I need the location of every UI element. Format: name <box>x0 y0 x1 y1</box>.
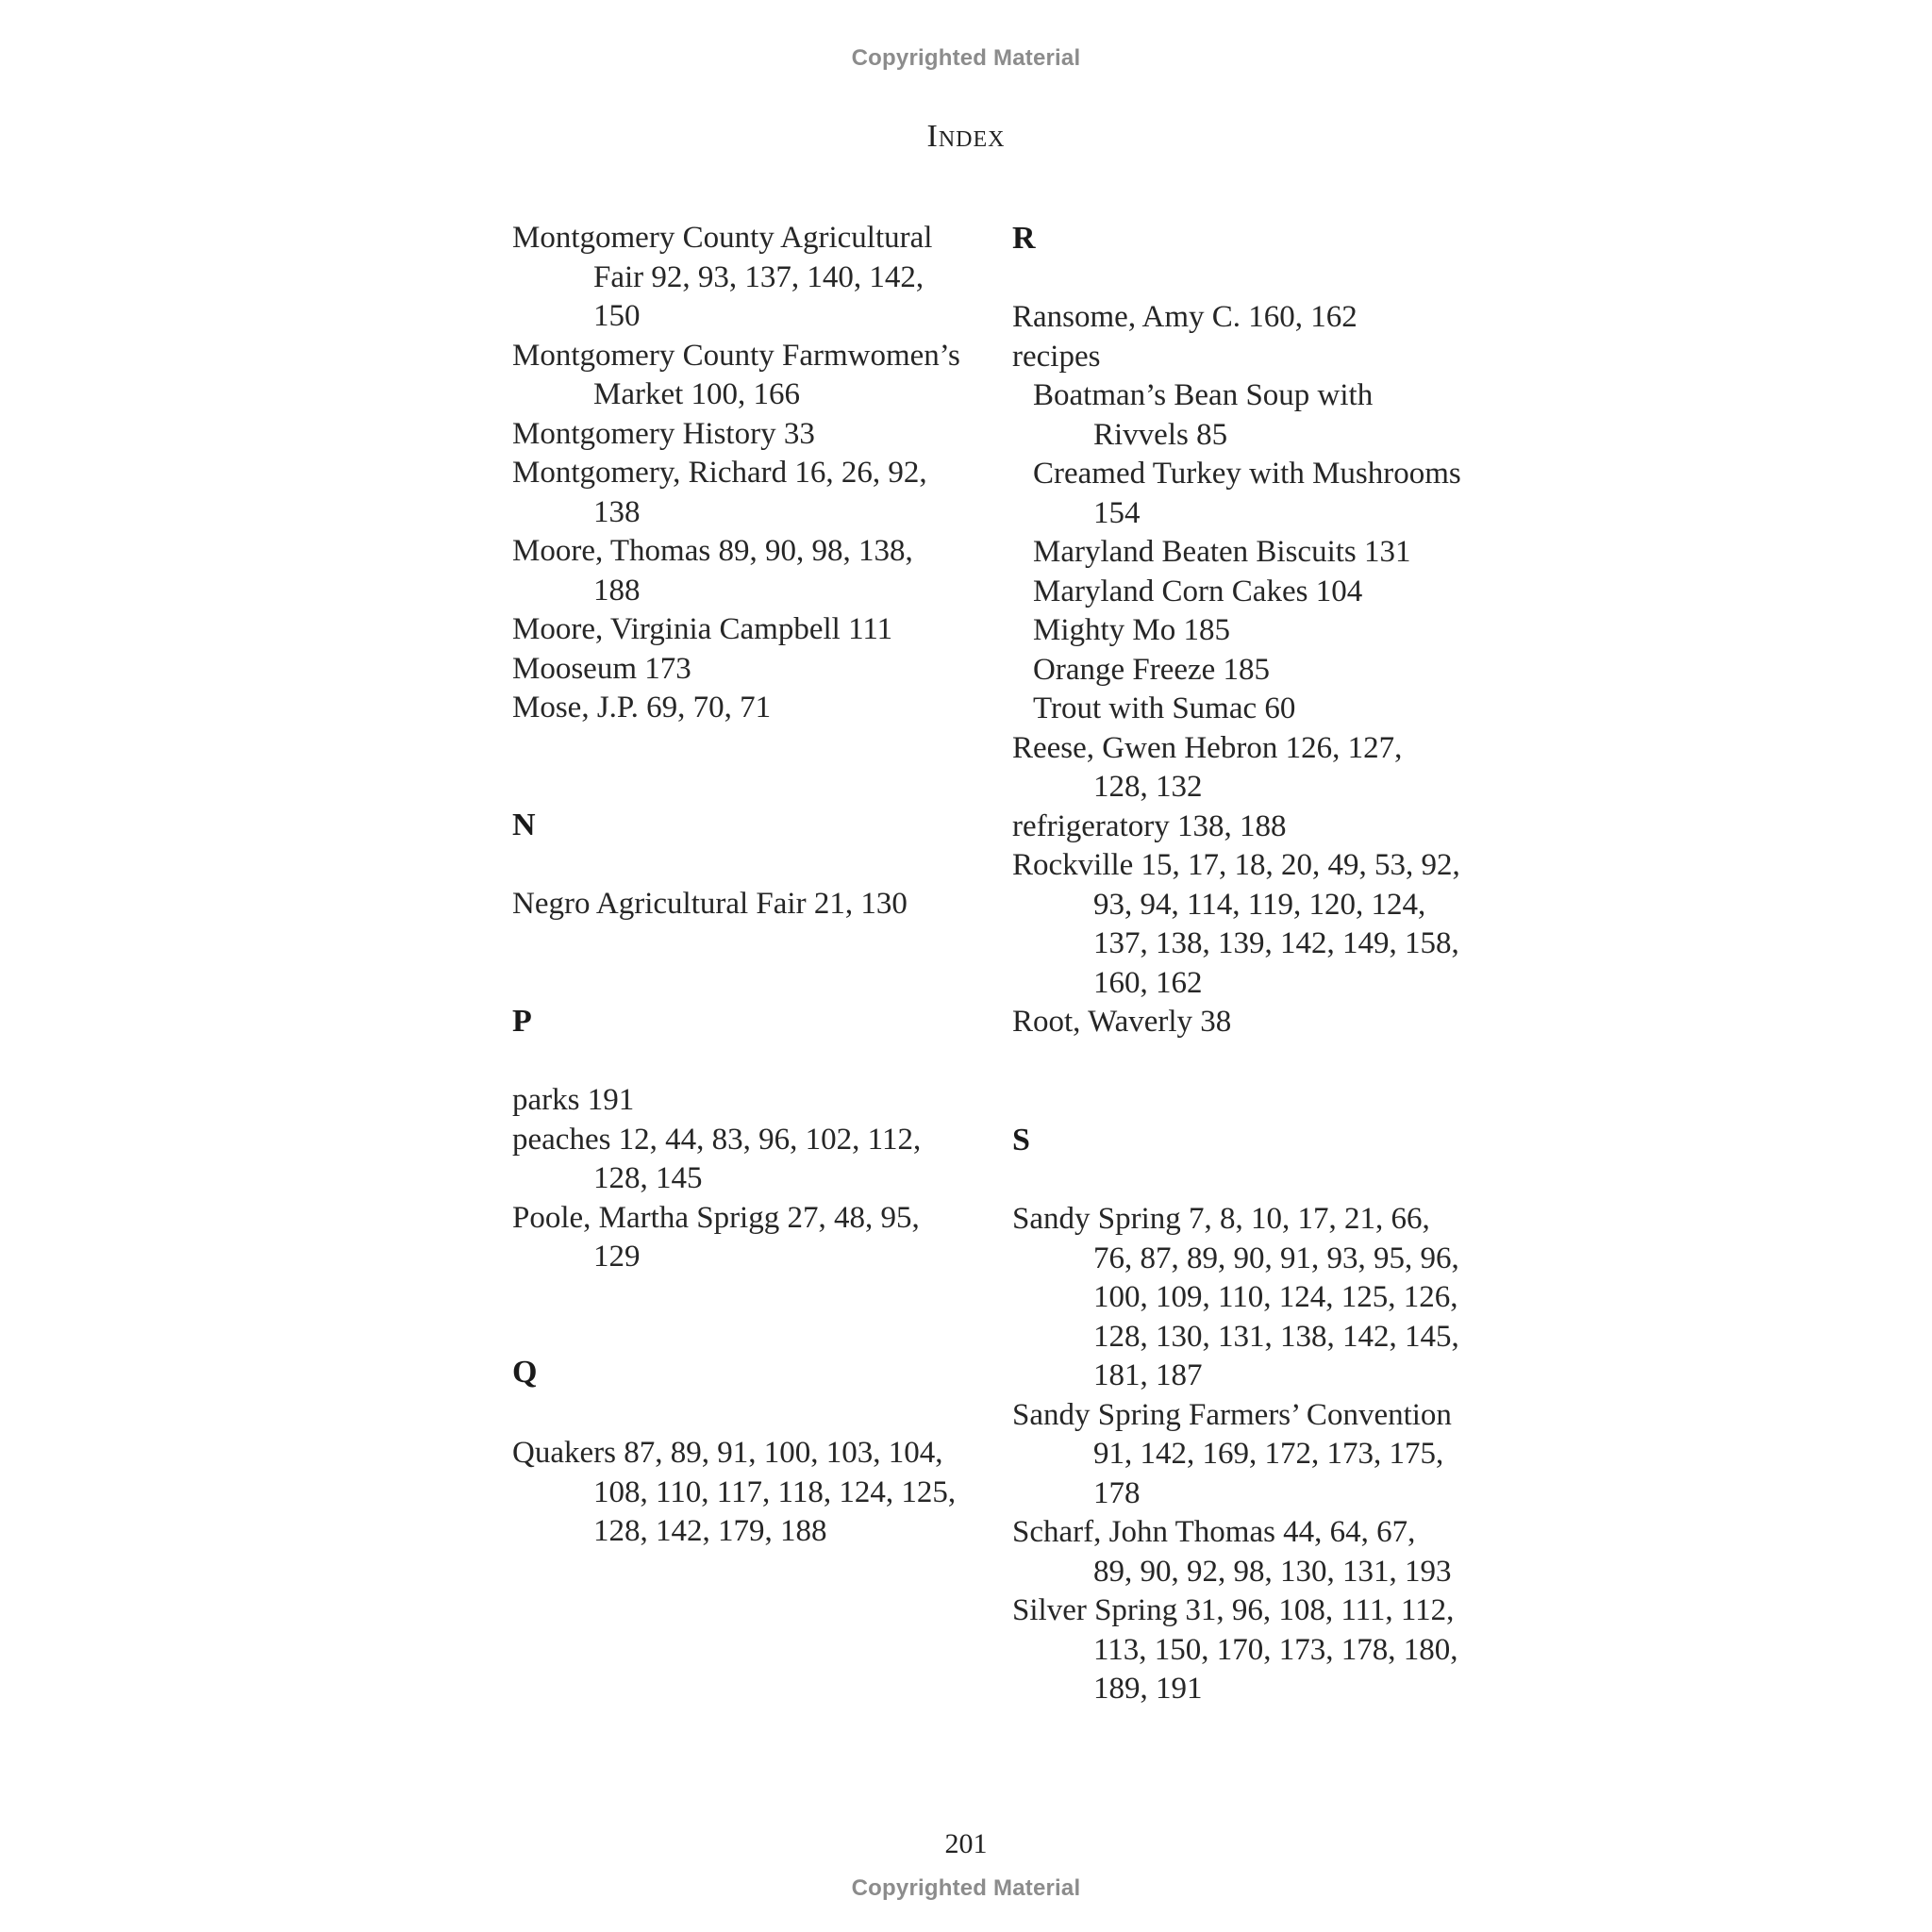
index-entry-text: recipes <box>1012 339 1101 374</box>
index-entry-text: Root, Waverly 38 <box>1012 1005 1232 1039</box>
index-entry <box>512 219 932 337</box>
index-entry-continuation: 128, 130, 131, 138, 142, 145, <box>1093 1319 1459 1354</box>
page-title: Index <box>926 119 1006 154</box>
index-entry-text: Creamed Turkey with Mushrooms <box>1033 457 1461 491</box>
index-entry <box>512 454 927 532</box>
index-entry <box>1012 1591 1458 1709</box>
index-entry-continuation: 137, 138, 139, 142, 149, 158, <box>1093 926 1459 960</box>
index-entry-text: Maryland Beaten Biscuits 131 <box>1033 535 1411 569</box>
index-entry <box>1012 846 1460 1003</box>
index-entry-text: Mooseum 173 <box>512 651 691 686</box>
index-entry-text: Sandy Spring 7, 8, 10, 17, 21, 66, <box>1012 1202 1430 1236</box>
index-entry-continuation: 93, 94, 114, 119, 120, 124, <box>1093 887 1426 922</box>
index-entry-text: Montgomery History 33 <box>512 416 815 451</box>
index-entry <box>1012 1396 1452 1514</box>
index-entry-text: Poole, Martha Sprigg 27, 48, 95, <box>512 1200 920 1235</box>
index-entry <box>512 415 815 455</box>
index-entry <box>512 1434 956 1552</box>
index-entry <box>1012 808 1286 847</box>
index-entry-continuation: 189, 191 <box>1093 1672 1203 1706</box>
index-entry-text: Scharf, John Thomas 44, 64, 67, <box>1012 1515 1416 1549</box>
index-entry-continuation: 128, 142, 179, 188 <box>593 1514 827 1548</box>
index-entry-text: peaches 12, 44, 83, 96, 102, 112, <box>512 1122 922 1157</box>
index-entry-text: refrigeratory 138, 188 <box>1012 808 1287 843</box>
index-entry <box>512 885 908 924</box>
section-letter-r: R <box>1012 221 1036 256</box>
index-entry-continuation: 178 <box>1093 1475 1141 1510</box>
index-entry-text: Ransome, Amy C. 160, 162 <box>1012 300 1357 334</box>
section-letter-q: Q <box>512 1355 538 1390</box>
index-entry-continuation: 181, 187 <box>1093 1358 1203 1392</box>
index-entry-continuation: 154 <box>1093 495 1141 530</box>
index-entry <box>1033 611 1230 651</box>
index-entry <box>512 1121 921 1199</box>
section-letter-n: N <box>512 808 536 842</box>
index-entry-text: parks 191 <box>512 1083 635 1117</box>
index-entry-text: Boatman’s Bean Soup with <box>1033 378 1374 412</box>
index-entry <box>1012 1003 1231 1042</box>
index-entry-continuation: 100, 109, 110, 124, 125, 126, <box>1093 1280 1458 1314</box>
index-entry-continuation: 160, 162 <box>1093 965 1203 1000</box>
index-entry-text: Reese, Gwen Hebron 126, 127, <box>1012 730 1403 765</box>
index-entry-text: Moore, Thomas 89, 90, 98, 138, <box>512 534 913 568</box>
index-entry-text: Moore, Virginia Campbell 111 <box>512 612 893 646</box>
index-entry <box>1033 533 1411 573</box>
index-entry <box>512 337 960 415</box>
index-entry <box>1033 376 1373 455</box>
index-entry <box>1033 690 1295 729</box>
index-entry <box>1033 651 1270 691</box>
copyright-notice-top: Copyrighted Material <box>851 45 1081 71</box>
index-entry <box>1033 573 1362 612</box>
index-entry <box>1012 338 1100 377</box>
index-entry-text: Mighty Mo 185 <box>1033 613 1231 647</box>
index-entry-continuation: 91, 142, 169, 172, 173, 175, <box>1093 1437 1444 1471</box>
index-entry-text: Negro Agricultural Fair 21, 130 <box>512 887 908 921</box>
index-entry-continuation: Rivvels 85 <box>1093 417 1228 452</box>
index-entry-text: Mose, J.P. 69, 70, 71 <box>512 691 772 724</box>
index-entry <box>1012 298 1357 338</box>
index-entry-continuation: Market 100, 166 <box>593 377 801 411</box>
index-entry-text: Rockville 15, 17, 18, 20, 49, 53, 92, <box>1012 848 1460 882</box>
index-entry-continuation: 150 <box>593 299 641 333</box>
index-entry-text: Sandy Spring Farmers’ Convention <box>1012 1397 1452 1432</box>
index-entry <box>1033 455 1461 533</box>
index-entry <box>512 532 913 610</box>
section-letter-s: S <box>1012 1123 1030 1158</box>
index-entry-continuation: 129 <box>593 1240 641 1274</box>
index-entry <box>512 1199 920 1277</box>
index-entry <box>1012 1200 1459 1396</box>
index-entry <box>512 689 771 728</box>
index-entry-continuation: 89, 90, 92, 98, 130, 131, 193 <box>1093 1554 1452 1589</box>
page-number: 201 <box>944 1828 988 1859</box>
index-entry <box>512 1081 634 1121</box>
index-entry-continuation: 138 <box>593 494 641 529</box>
index-entry <box>1012 729 1402 808</box>
index-entry-text: Silver Spring 31, 96, 108, 111, 112, <box>1012 1593 1455 1627</box>
index-entry-continuation: 188 <box>593 573 641 608</box>
copyright-notice-bottom: Copyrighted Material <box>851 1875 1081 1901</box>
index-entry-text: Montgomery, Richard 16, 26, 92, <box>512 456 927 490</box>
index-entry-text: Montgomery County Agricultural <box>512 221 933 255</box>
index-entry <box>512 650 691 690</box>
index-entry-text: Orange Freeze 185 <box>1033 652 1271 687</box>
index-entry-text: Quakers 87, 89, 91, 100, 103, 104, <box>512 1436 943 1470</box>
index-entry <box>1012 1513 1452 1591</box>
index-entry-text: Montgomery County Farmwomen’s <box>512 338 960 373</box>
index-entry-continuation: 128, 132 <box>1093 770 1203 804</box>
section-letter-p: P <box>512 1004 532 1039</box>
index-entry-continuation: 76, 87, 89, 90, 91, 93, 95, 96, <box>1093 1241 1459 1275</box>
index-entry-text: Trout with Sumac 60 <box>1033 691 1296 725</box>
index-entry-continuation: 108, 110, 117, 118, 124, 125, <box>593 1474 957 1509</box>
index-entry-continuation: 128, 145 <box>593 1161 703 1195</box>
index-entry-continuation: 113, 150, 170, 173, 178, 180, <box>1093 1632 1458 1667</box>
index-entry <box>512 610 892 650</box>
index-entry-continuation: Fair 92, 93, 137, 140, 142, <box>593 259 924 294</box>
index-entry-text: Maryland Corn Cakes 104 <box>1033 574 1363 608</box>
